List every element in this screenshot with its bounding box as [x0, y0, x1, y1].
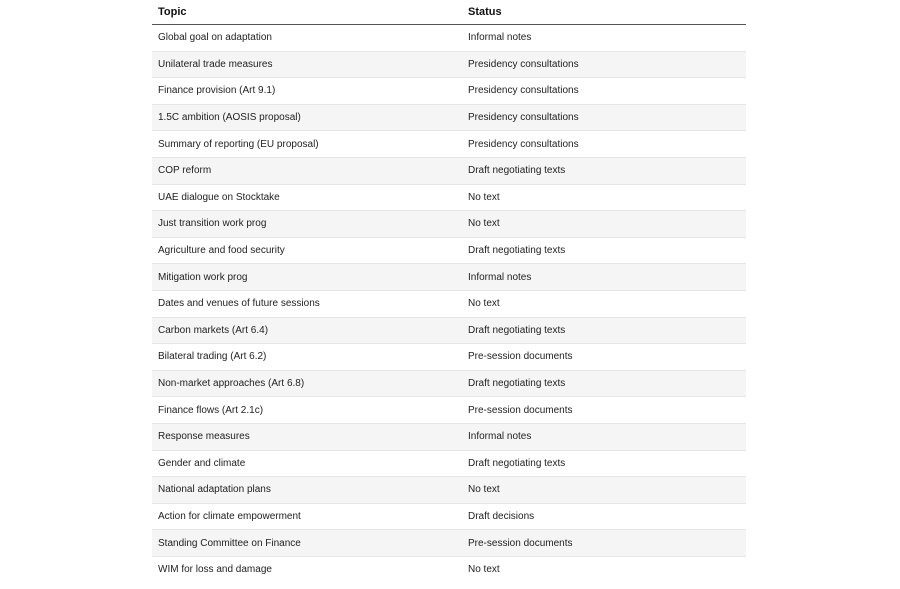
topic-cell: Finance provision (Art 9.1) [152, 78, 462, 105]
table-row [152, 78, 746, 105]
topic-cell: Standing Committee on Finance [152, 530, 462, 557]
status-cell: No text [462, 211, 746, 238]
status-cell: Pre-session documents [462, 530, 746, 557]
table-row [152, 344, 746, 371]
table-row [152, 104, 746, 131]
topic-status-table [152, 0, 746, 582]
table-row [152, 503, 746, 530]
table-row [152, 397, 746, 424]
topic-cell: Action for climate empowerment [152, 503, 462, 530]
topic-cell: Unilateral trade measures [152, 51, 462, 78]
topic-cell: COP reform [152, 157, 462, 184]
status-cell: Draft decisions [462, 503, 746, 530]
status-cell: Informal notes [462, 25, 746, 52]
status-cell: Draft negotiating texts [462, 157, 746, 184]
status-cell: Pre-session documents [462, 397, 746, 424]
header-row [152, 0, 746, 25]
table-row [152, 450, 746, 477]
status-cell: No text [468, 564, 500, 576]
table-row [152, 317, 746, 344]
table-row [152, 370, 746, 397]
table-body [152, 25, 746, 583]
table-row [152, 477, 746, 504]
topic-cell: Agriculture and food security [152, 237, 462, 264]
topic-cell: Dates and venues of future sessions [152, 290, 462, 317]
topic-cell: Bilateral trading (Art 6.2) [152, 344, 462, 371]
status-cell: Draft negotiating texts [462, 317, 746, 344]
table-row [152, 264, 746, 291]
status-cell: Presidency consultations [462, 51, 746, 78]
table-row [152, 157, 746, 184]
column-header-topic: Topic [152, 0, 462, 25]
status-cell: No text [462, 184, 746, 211]
column-header-status: Status [462, 0, 746, 25]
table-row [152, 530, 746, 557]
topic-cell: Summary of reporting (EU proposal) [152, 131, 462, 158]
table-header [152, 0, 746, 25]
table-row [152, 237, 746, 264]
table-row [152, 51, 746, 78]
status-cell: Presidency consultations [462, 131, 746, 158]
topic-cell: Just transition work prog [152, 211, 462, 238]
topic-cell: Gender and climate [152, 450, 462, 477]
status-cell: Informal notes [462, 264, 746, 291]
status-cell: Informal notes [462, 423, 746, 450]
topic-cell: Response measures [152, 423, 462, 450]
topic-cell: WIM for loss and damage [158, 564, 272, 576]
table-row [152, 556, 746, 582]
status-cell: Draft negotiating texts [462, 450, 746, 477]
status-cell: Presidency consultations [462, 78, 746, 105]
topic-status-table-container [152, 0, 746, 582]
table-row [152, 131, 746, 158]
topic-cell: Finance flows (Art 2.1c) [152, 397, 462, 424]
topic-cell: Carbon markets (Art 6.4) [152, 317, 462, 344]
table-row [152, 184, 746, 211]
topic-cell: Mitigation work prog [152, 264, 462, 291]
status-cell: Pre-session documents [462, 344, 746, 371]
status-cell: Draft negotiating texts [462, 237, 746, 264]
table-row [152, 25, 746, 52]
status-cell: Draft negotiating texts [462, 370, 746, 397]
topic-cell: National adaptation plans [152, 477, 462, 504]
status-cell: No text [462, 290, 746, 317]
table-row [152, 290, 746, 317]
topic-cell: UAE dialogue on Stocktake [152, 184, 462, 211]
status-cell: No text [462, 477, 746, 504]
topic-cell: 1.5C ambition (AOSIS proposal) [152, 104, 462, 131]
table-row [152, 211, 746, 238]
table-row [152, 423, 746, 450]
topic-cell: Global goal on adaptation [152, 25, 462, 52]
topic-cell: Non-market approaches (Art 6.8) [152, 370, 462, 397]
status-cell: Presidency consultations [462, 104, 746, 131]
